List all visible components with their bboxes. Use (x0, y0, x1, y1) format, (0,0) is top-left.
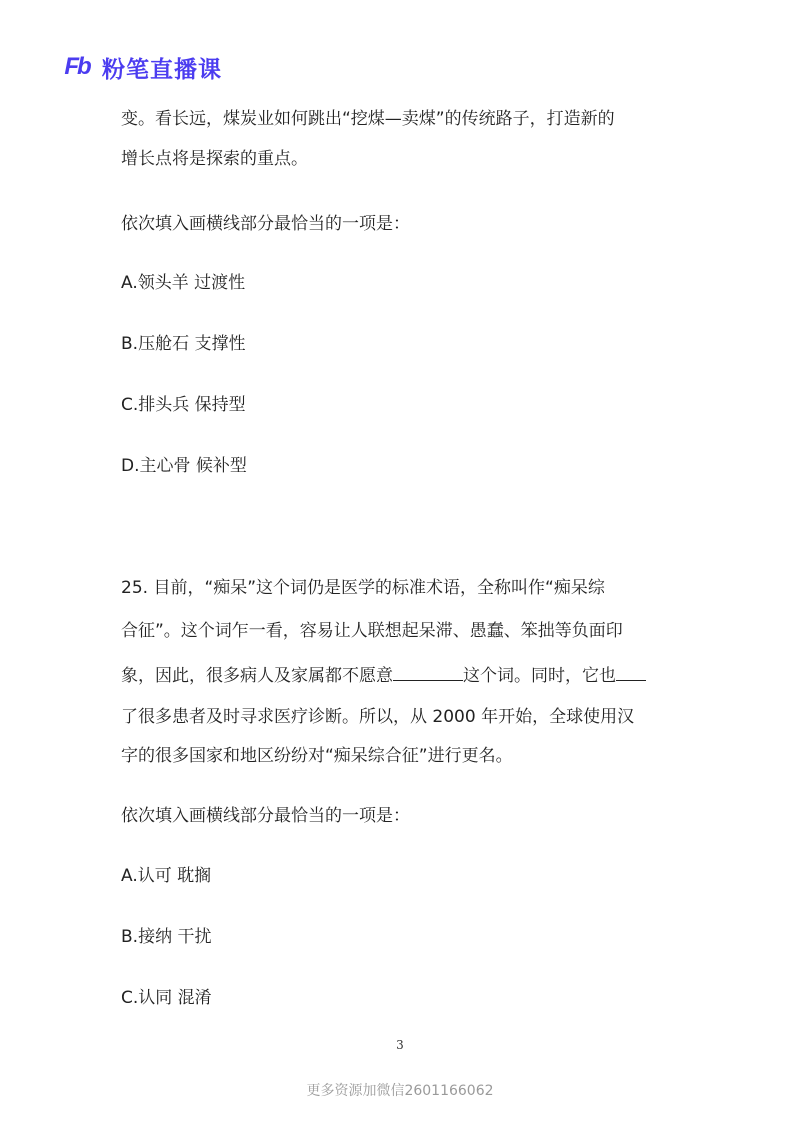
q25-prompt: 依次填入画横线部分最恰当的一项是： (121, 806, 410, 826)
q25-option-c: C.认同 混淆 (121, 988, 212, 1008)
q24-option-b: B.压舱石 支撑性 (121, 334, 246, 354)
q25-line-3 (121, 663, 646, 687)
fb-logo-icon: Fb (64, 53, 90, 80)
q25-line-2: 合征”。这个词乍一看，容易让人联想起呆滞、愚蠢、笨拙等负面印 (121, 621, 623, 641)
q24-passage-line-2: 增长点将是探索的重点。 (121, 149, 308, 169)
q24-option-a: A.领头羊 过渡性 (121, 273, 246, 293)
fill-blank-2 (616, 663, 646, 681)
q25-line-3-part-a: 象，因此，很多病人及家属都不愿意 (121, 666, 393, 686)
footer-watermark: 更多资源加微信2601166062 (306, 1083, 494, 1099)
page-number: 3 (396, 1038, 404, 1052)
q25-line-3-part-b: 这个词。同时，它也 (463, 666, 616, 686)
q25-line-5: 字的很多国家和地区纷纷对“痴呆综合征”进行更名。 (121, 746, 513, 766)
q25-option-b: B.接纳 干扰 (121, 927, 212, 947)
q24-option-c: C.排头兵 保持型 (121, 395, 246, 415)
q25-option-a: A.认可 耽搁 (121, 866, 212, 886)
q24-option-d: D.主心骨 候补型 (121, 456, 247, 476)
q25-line-1: 25. 目前，“痴呆”这个词仍是医学的标准术语，全称叫作“痴呆综 (121, 578, 605, 598)
logo (58, 52, 222, 82)
q24-passage-line-1: 变。看长远，煤炭业如何跳出“挖煤—卖煤”的传统路子，打造新的 (121, 109, 615, 129)
brand-name: 粉笔直播课 (102, 56, 222, 83)
q24-prompt: 依次填入画横线部分最恰当的一项是： (121, 214, 410, 234)
q25-line-4: 了很多患者及时寻求医疗诊断。所以，从 2000 年开始，全球使用汉 (121, 707, 635, 727)
fill-blank-1 (393, 663, 463, 681)
